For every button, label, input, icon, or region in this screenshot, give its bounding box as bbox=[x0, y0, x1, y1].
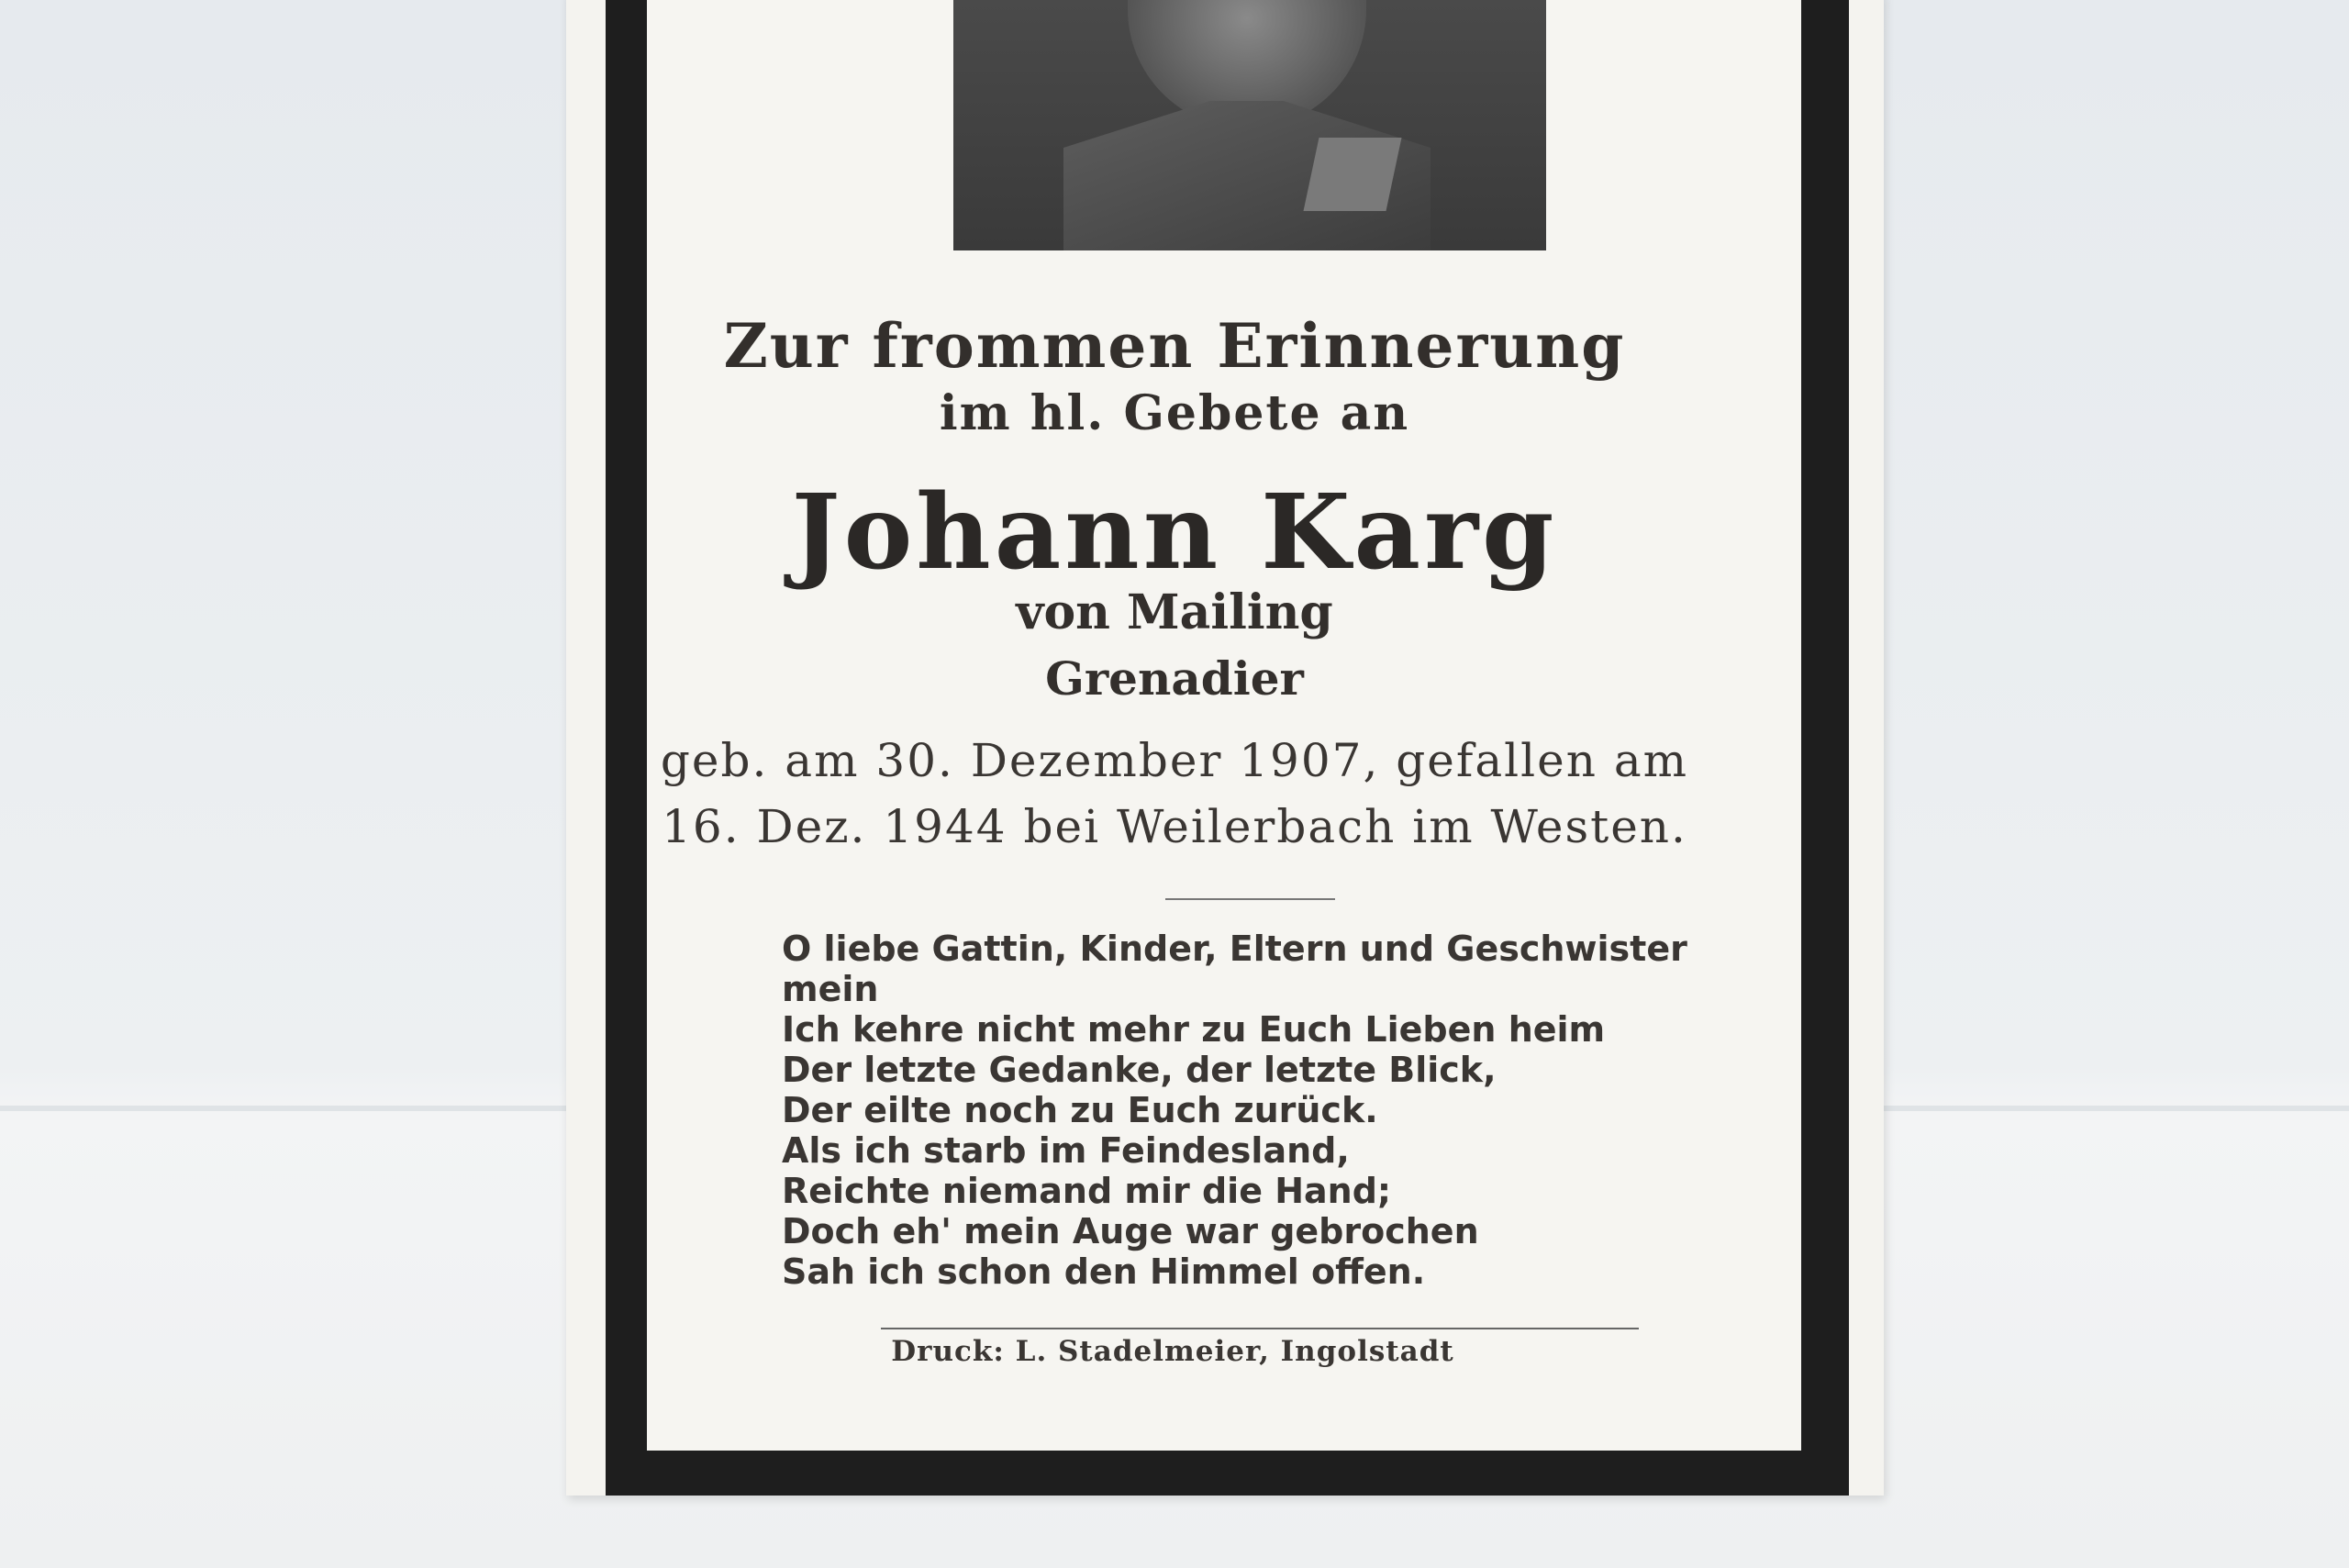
printer-credit: Druck: L. Stadelmeier, Ingolstadt bbox=[891, 1335, 1454, 1368]
heading: Zur frommen Erinnerung bbox=[723, 310, 1626, 382]
poem-line: O liebe Gattin, Kinder, Eltern und Geschwister bbox=[782, 929, 1687, 969]
divider-long bbox=[881, 1328, 1639, 1329]
poem-line: Der eilte noch zu Euch zurück. bbox=[782, 1090, 1378, 1130]
poem-line: mein bbox=[782, 969, 879, 1009]
rank: Grenadier bbox=[1045, 651, 1304, 706]
poem-line: Doch eh' mein Auge war gebrochen bbox=[782, 1211, 1479, 1251]
dates-line-2: 16. Dez. 1944 bei Weilerbach im Westen. bbox=[662, 800, 1687, 853]
collar-tab bbox=[1303, 138, 1401, 211]
divider-short bbox=[1165, 898, 1335, 900]
deceased-name: Johann Karg bbox=[791, 473, 1558, 593]
poem-line: Ich kehre nicht mehr zu Euch Lieben heim bbox=[782, 1009, 1606, 1050]
subheading: im hl. Gebete an bbox=[939, 385, 1410, 441]
poem bbox=[782, 929, 1687, 1292]
portrait-photo bbox=[953, 0, 1546, 250]
origin: von Mailing bbox=[1016, 584, 1333, 640]
poem-line: Als ich starb im Feindesland, bbox=[782, 1130, 1350, 1171]
poem-line: Reichte niemand mir die Hand; bbox=[782, 1171, 1392, 1211]
dates-line-1: geb. am 30. Dezember 1907, gefallen am bbox=[660, 734, 1689, 787]
poem-line: Der letzte Gedanke, der letzte Blick, bbox=[782, 1050, 1497, 1090]
poem-line: Sah ich schon den Himmel offen. bbox=[782, 1251, 1426, 1292]
